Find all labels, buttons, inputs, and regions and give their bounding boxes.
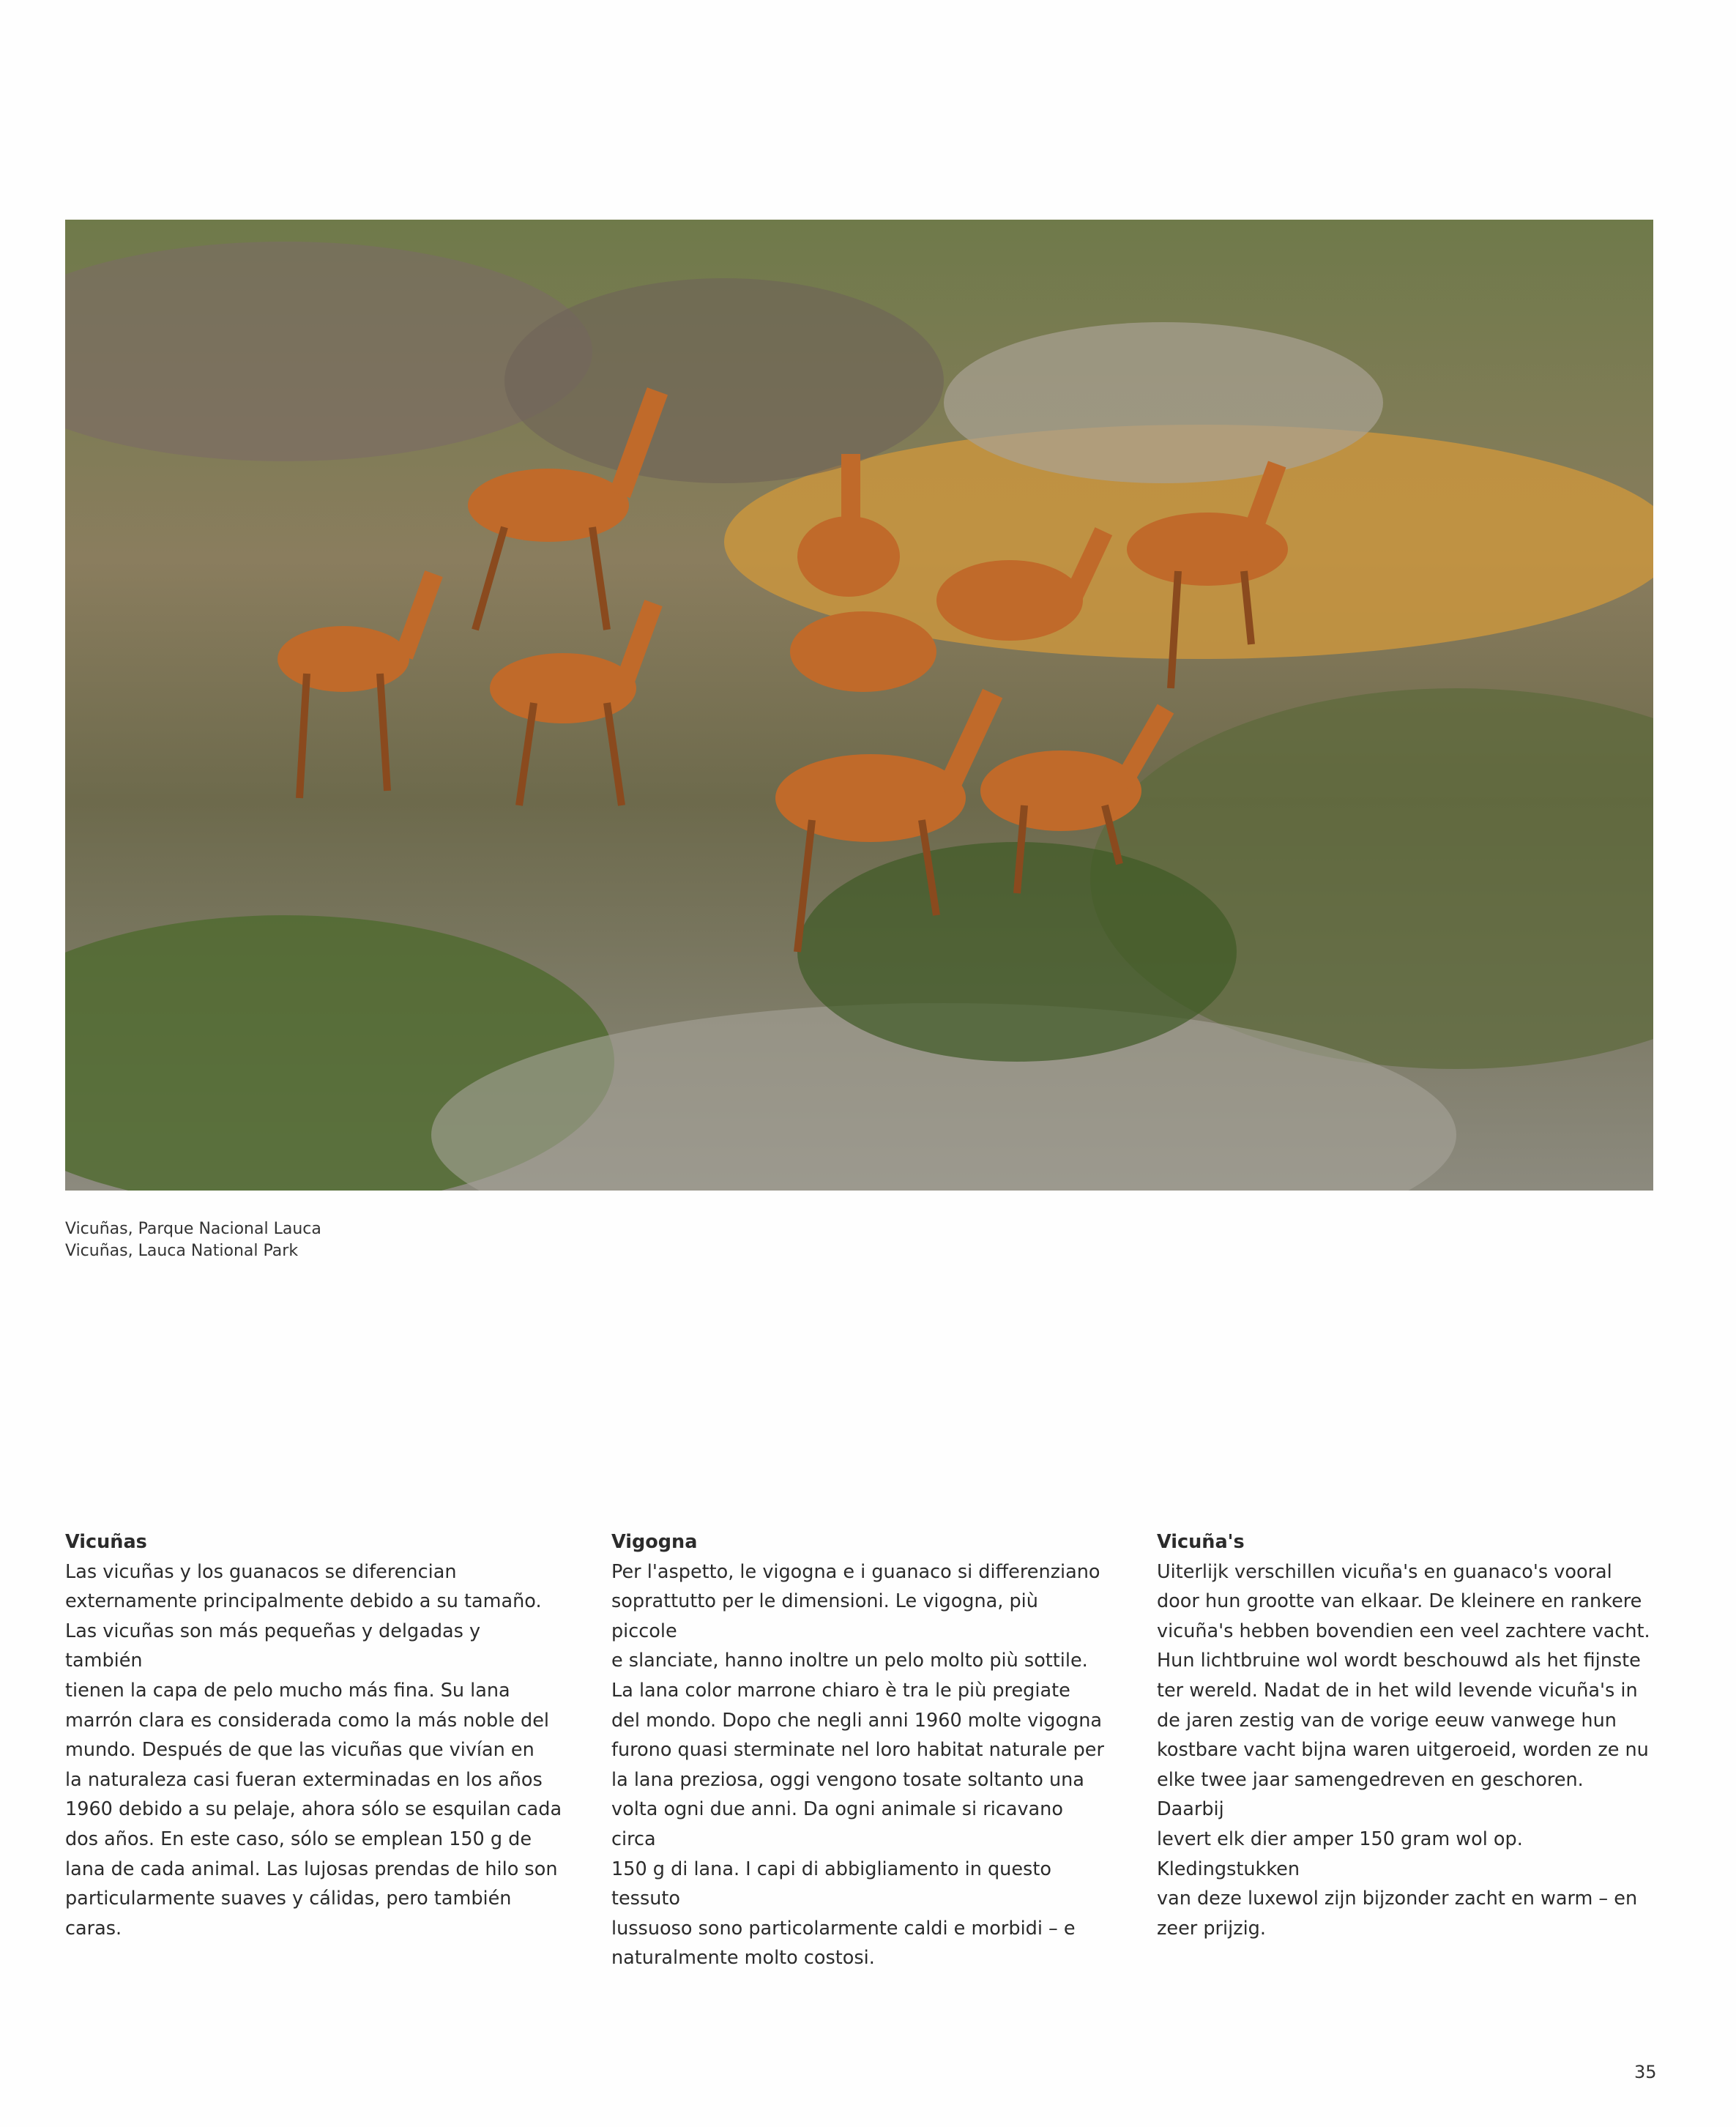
column-spanish: [65, 1527, 563, 1943]
body-dutch: Uiterlijk verschillen vicuña's en guanaco's vooral door hun grootte van elkaar. De kleinere en rankere vicuña's hebben bovendien een veel zachtere vacht. Hun lichtbruine wol wordt beschouwd als het fijnste ter wereld. Nadat de in het wild levende vicuña's in de jaren zestig van de vorige eeuw vanwege hun kostbare vacht bijna waren uitgeroeid, worden ze nu elke twee jaar samengedreven en geschoren. Daarbij levert elk dier amper 150 gram wol op. Kledingstukken van deze luxewol zijn bijzonder zacht en warm – en zeer prijzig.: [1157, 1560, 1650, 1940]
heading-spanish: Vicuñas: [65, 1531, 147, 1553]
body-italian: Per l'aspetto, le vigogna e i guanaco si differenziano soprattutto per le dimensioni. Le vigogna, più piccole e slanciate, hanno inoltre un pelo molto più sottile. La lana color marrone chiaro è tra le più pregiate del mondo. Dopo che negli anni 1960 molte vigogna furono quasi sterminate nel loro habitat naturale per la lana preziosa, oggi vengono tosate soltanto una volta ogni due anni. Da ogni animale si ricavano circa 150 g di lana. I capi di abbigliamento in questo tessuto lussuoso sono particolarmente caldi e morbidi – e naturalmente molto costosi.: [611, 1560, 1104, 1970]
page-number: 35: [1634, 2062, 1657, 2082]
photo-caption: [65, 1218, 321, 1262]
caption-spanish: Vicuñas, Parque Nacional Lauca: [65, 1220, 321, 1238]
landscape-illustration: [65, 220, 1653, 1191]
column-italian: [611, 1527, 1109, 1973]
vicunas-photo: [65, 220, 1653, 1191]
heading-italian: Vigogna: [611, 1531, 698, 1553]
body-spanish: Las vicuñas y los guanacos se diferencian externamente principalmente debido a su tamaño. Las vicuñas son más pequeñas y delgadas y también tienen la capa de pelo mucho más fina. Su lana marrón clara es considerada como la más noble del mundo. Después de que las vicuñas que vivían en la naturaleza casi fueran exterminadas en los años 1960 debido a su pelaje, ahora sólo se esquilan cada dos años. En este caso, sólo se emplean 150 g de lana de cada animal. Las lujosas prendas de hilo son particularmente suaves y cálidas, pero también caras.: [65, 1560, 562, 1940]
heading-dutch: Vicuña's: [1157, 1531, 1245, 1553]
column-dutch: [1157, 1527, 1655, 1943]
caption-english: Vicuñas, Lauca National Park: [65, 1242, 299, 1260]
